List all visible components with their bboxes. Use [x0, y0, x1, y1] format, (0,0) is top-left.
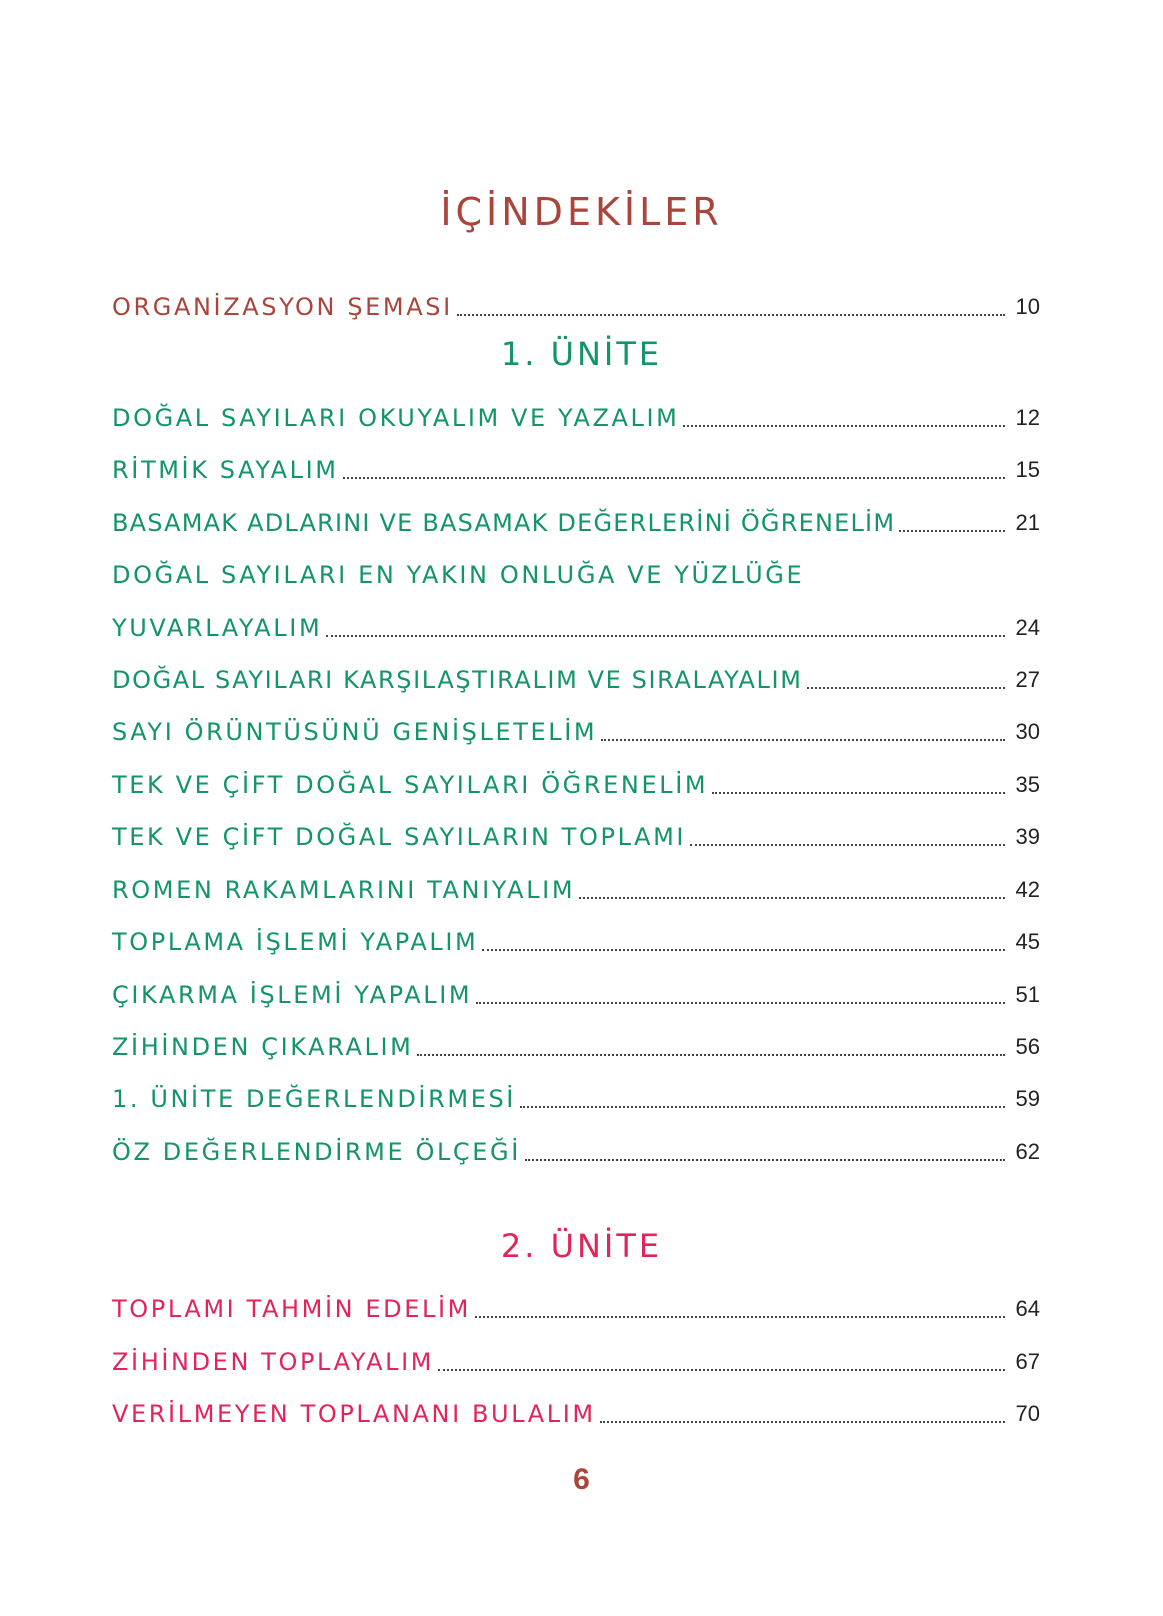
toc-entry[interactable] — [112, 1022, 1040, 1062]
dot-leader — [525, 1158, 1005, 1161]
toc-entry[interactable] — [112, 707, 1040, 747]
toc-entry-label: ÖZ DEĞERLENDİRME ÖLÇEĞİ — [112, 1138, 521, 1166]
toc-entry[interactable] — [112, 917, 1040, 957]
dot-leader — [690, 843, 1005, 846]
toc-entry[interactable] — [112, 1389, 1040, 1429]
toc-entry-label: BASAMAK ADLARINI VE BASAMAK DEĞERLERİNİ ÖĞRENELİM — [112, 509, 896, 537]
dot-leader — [438, 1368, 1005, 1371]
toc-entry[interactable] — [112, 498, 1040, 538]
toc-entry[interactable] — [112, 445, 1040, 485]
dot-leader — [457, 313, 1005, 316]
toc-entry-label: ROMEN RAKAMLARINI TANIYALIM — [112, 876, 576, 904]
toc-entry[interactable] — [112, 970, 1040, 1010]
toc-entry-page: 42 — [1015, 877, 1040, 902]
toc-entry-page: 15 — [1015, 457, 1040, 482]
toc-entry[interactable] — [112, 1284, 1040, 1324]
dot-leader — [417, 1053, 1005, 1056]
toc-entry-label: ZİHİNDEN ÇIKARALIM — [112, 1033, 414, 1061]
toc-entry[interactable] — [112, 655, 1040, 695]
dot-leader — [326, 634, 1005, 637]
toc-entry-label: VERİLMEYEN TOPLANANI BULALIM — [112, 1400, 596, 1428]
toc-entry-label: TEK VE ÇİFT DOĞAL SAYILARIN TOPLAMI — [112, 823, 687, 851]
toc-entry-page: 45 — [1015, 929, 1040, 954]
toc-entry-label: ORGANİZASYON ŞEMASI — [112, 293, 453, 321]
toc-entry-label: 1. ÜNİTE DEĞERLENDİRMESİ — [112, 1085, 516, 1113]
toc-entry[interactable] — [112, 760, 1040, 800]
toc-entry-page: 62 — [1015, 1139, 1040, 1164]
dot-leader — [899, 529, 1005, 532]
toc-entry[interactable] — [112, 865, 1040, 905]
toc-entry-page: 27 — [1015, 667, 1040, 692]
toc-entry[interactable] — [112, 812, 1040, 852]
unit-2-heading: 2. ÜNİTE — [500, 1227, 663, 1265]
toc-entry-page: 21 — [1015, 510, 1040, 535]
toc-entry-page: 56 — [1015, 1034, 1040, 1059]
toc-entry[interactable] — [112, 1127, 1040, 1167]
dot-leader — [601, 738, 1005, 741]
toc-entry-page: 35 — [1015, 772, 1040, 797]
dot-leader — [712, 791, 1005, 794]
dot-leader — [683, 424, 1005, 427]
toc-entry-label: DOĞAL SAYILARI EN YAKIN ONLUĞA VE YÜZLÜĞE — [112, 561, 805, 589]
toc-entry-page: 59 — [1015, 1086, 1040, 1111]
toc-entry-page: 70 — [1015, 1401, 1040, 1426]
toc-entry-page: 64 — [1015, 1296, 1040, 1321]
page-number: 6 — [573, 1463, 590, 1496]
toc-entry-wrapped-line[interactable] — [112, 550, 1040, 590]
dot-leader — [807, 686, 1005, 689]
toc-entry-label: ÇIKARMA İŞLEMİ YAPALIM — [112, 981, 473, 1009]
toc-entry-organization-chart[interactable] — [112, 282, 1040, 322]
toc-entry-label: TOPLAMI TAHMİN EDELİM — [112, 1295, 471, 1323]
toc-entry[interactable] — [112, 1337, 1040, 1377]
toc-entry-label: TEK VE ÇİFT DOĞAL SAYILARI ÖĞRENELİM — [112, 771, 709, 799]
dot-leader — [579, 896, 1005, 899]
dot-leader — [343, 476, 1005, 479]
toc-entry-label: YUVARLAYALIM — [112, 614, 323, 642]
toc-entry-page: 67 — [1015, 1349, 1040, 1374]
toc-entry-page: 51 — [1015, 982, 1040, 1007]
toc-entry-label: TOPLAMA İŞLEMİ YAPALIM — [112, 928, 479, 956]
toc-entry-page: 30 — [1015, 719, 1040, 744]
dot-leader — [475, 1315, 1005, 1318]
dot-leader — [520, 1105, 1005, 1108]
toc-entry[interactable] — [112, 393, 1040, 433]
dot-leader — [482, 948, 1005, 951]
toc-entry-page: 39 — [1015, 824, 1040, 849]
unit-1-heading: 1. ÜNİTE — [500, 335, 663, 373]
toc-entry-label: DOĞAL SAYILARI OKUYALIM VE YAZALIM — [112, 404, 680, 432]
toc-entry-label: RİTMİK SAYALIM — [112, 456, 339, 484]
dot-leader — [600, 1420, 1005, 1423]
toc-entry-page: 12 — [1015, 405, 1040, 430]
toc-entry-page: 24 — [1015, 615, 1040, 640]
toc-entry[interactable] — [112, 1074, 1040, 1114]
toc-entry[interactable] — [112, 603, 1040, 643]
toc-entry-label: ZİHİNDEN TOPLAYALIM — [112, 1348, 435, 1376]
toc-entry-page: 10 — [1015, 294, 1040, 319]
toc-entry-label: DOĞAL SAYILARI KARŞILAŞTIRALIM VE SIRALAYALIM — [112, 666, 803, 694]
dot-leader — [476, 1001, 1005, 1004]
page-title: İÇİNDEKİLER — [440, 190, 723, 234]
toc-entry-label: SAYI ÖRÜNTÜSÜNÜ GENİŞLETELİM — [112, 718, 598, 746]
